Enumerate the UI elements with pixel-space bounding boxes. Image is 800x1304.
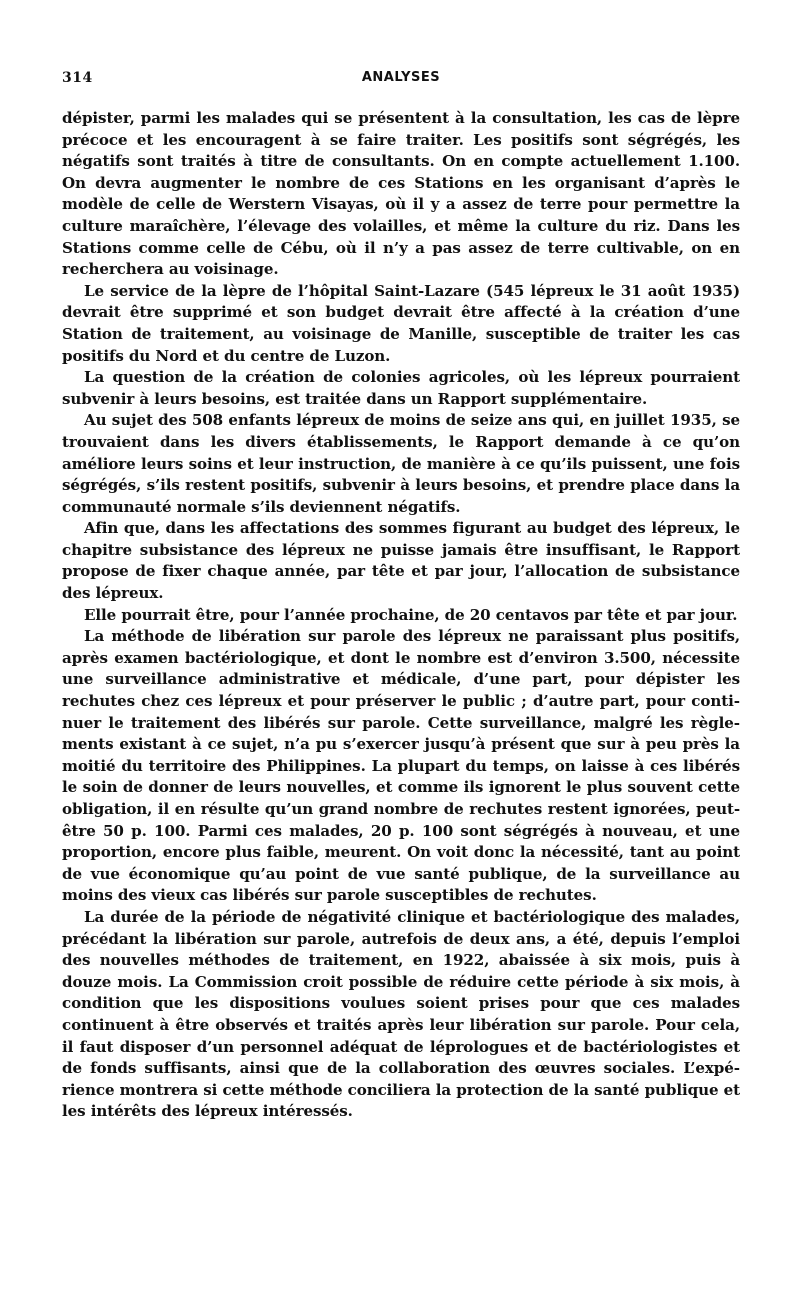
paragraph: Afin que, dans les affectations des sommes figurant au budget des lépreux, le chapitre subsistance des lépreux ne puisse jamais être insuffisant, le Rapport propose de fixer chaque année, par tête et par jour, l’allocation de subsistance des lépreux. bbox=[62, 519, 740, 603]
body-text bbox=[62, 108, 740, 1123]
document-page bbox=[62, 70, 740, 1123]
paragraph: Le service de la lèpre de l’hôpital Saint-Lazare (545 lépreux le 31 août 1935) devrait être supprimé et son budget devrait être affecté à la création d’une Station de traitement, au voisinage de Manille, susceptible de traiter les cas positifs du Nord et du centre de Luzon. bbox=[62, 281, 740, 365]
paragraph: La méthode de libération sur parole des lépreux ne paraissant plus positifs, après examen bactériologique, et dont le nombre est d’environ 3.500, nécessite une surveillance administrative et médicale, d’une part, pour dépister les rechutes chez ces lépreux et pour préserver le public ; d’autre part, pour continuer le traitement des libérés sur parole. Cette surveillance, malgré les règlements existant à ce sujet, n’a pu s’exercer jusqu’à présent que sur à peu près la moitié du territoire des Philippines. La plupart du temps, on laisse à ces libérés le soin de donner de leurs nouvelles, et comme ils ignorent le plus souvent cette obligation, il en résulte qu’un grand nombre de rechutes restent ignorées, peut-être 50 p. 100. Parmi ces malades, 20 p. 100 sont ségrégés à nouveau, et une proportion, encore plus faible, meurent. On voit donc la nécessité, tant au point de vue économique qu’au point de vue santé publique, de la surveillance au moins des vieux cas libérés sur parole susceptibles de rechutes. bbox=[62, 627, 740, 905]
paragraph: Elle pourrait être, pour l’année prochaine, de 20 centavos par tête et par jour. bbox=[84, 605, 738, 624]
paragraph: dépister, parmi les malades qui se présentent à la consultation, les cas de lèpre précoce et les encouragent à se faire traiter. Les positifs sont ségrégés, les négatifs sont traités à titre de consultants. On en compte actuellement 1.100. On devra augmenter le nombre de ces Stations en les organisant d’après le modèle de celle de Werstern Visayas, où il y a assez de terre pour permettre la culture maraîchère, l’élevage des volailles, et même la culture du riz. Dans les Stations comme celle de Cébu, où il n’y a pas assez de terre cultivable, on en recherchera au voisinage. bbox=[62, 109, 740, 279]
page-number: 314 bbox=[62, 70, 93, 86]
paragraph: La durée de la période de négativité clinique et bactériologique des malades, précédant la libération sur parole, autrefois de deux ans, a été, depuis l’emploi des nouvelles méthodes de traitement, en 1922, abaissée à six mois, puis à douze mois. La Commission croit possible de réduire cette période à six mois, à condition que les dispositions voulues soient prises pour que ces malades continuent à être observés et traités après leur libération sur parole. Pour cela, il faut disposer d’un personnel adéquat de léprologues et de bactériologistes et de fonds suffisants, ainsi que de la collaboration des œuvres sociales. L’expérience montrera si cette méthode conciliera la protection de la santé publique et les intérêts des lépreux intéressés. bbox=[62, 907, 740, 1121]
running-title: ANALYSES bbox=[361, 70, 441, 85]
page-header bbox=[62, 70, 740, 100]
paragraph: Au sujet des 508 enfants lépreux de moins de seize ans qui, en juillet 1935, se trouvaient dans les divers établissements, le Rapport demande à ce qu’on améliore leurs soins et leur instruction, de manière à ce qu’ils puissent, une fois ségrégés, s’ils restent positifs, subvenir à leurs besoins, et prendre place dans la communauté normale s’ils deviennent négatifs. bbox=[62, 411, 740, 516]
paragraph: La question de la création de colonies agricoles, où les lépreux pourraient subvenir à leurs besoins, est traitée dans un Rapport supplémentaire. bbox=[62, 368, 740, 408]
